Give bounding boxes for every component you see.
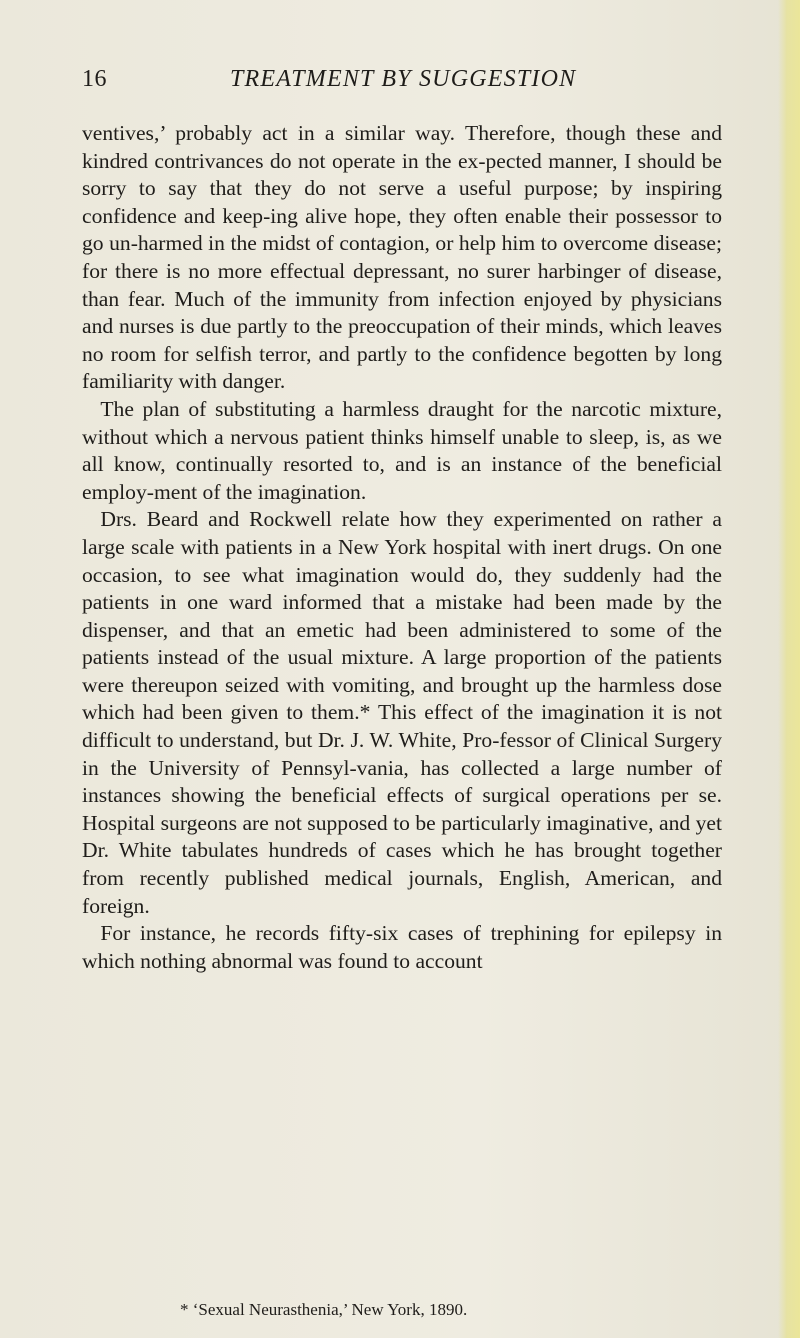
paragraph-2: The plan of substituting a harmless draught for the narcotic mixture, without which a nervous patient thinks himself unable to sleep, is, as we all know, continually resorted to, and is an instance of the beneficial employ-ment of the imagination. xyxy=(82,396,722,504)
paragraph-1: ventives,’ probably act in a similar way. Therefore, though these and kindred contrivances do not operate in the ex-pected manner, I should be sorry to say that they do not serve a useful purpose; by inspiring confidence and keep-ing alive hope, they often enable their possessor to go un-harmed in the midst of contagion, or help him to overcome disease; for there is no more effectual depressant, no surer harbinger of disease, than fear. Much of the immunity from infection enjoyed by physicians and nurses is due partly to the preoccupation of their minds, which leaves no room for selfish terror, and partly to the confidence begotten by long familiarity with danger. xyxy=(82,121,722,394)
footnote: * ‘Sexual Neurasthenia,’ New York, 1890. xyxy=(180,1300,468,1319)
body-text xyxy=(82,120,722,975)
paragraph-3: Drs. Beard and Rockwell relate how they experimented on rather a large scale with patients in a New York hospital with inert drugs. On one occasion, to see what imagination would do, they suddenly had the patients in one ward informed that a mistake had been made by the dispenser, and that an emetic had been administered to some of the patients instead of the usual mixture. A large proportion of the patients were thereupon seized with vomiting, and brought up the harmless dose which had been given to them.* This effect of the imagination it is not difficult to understand, but Dr. J. W. White, Pro-fessor of Clinical Surgery in the University of Pennsyl-vania, has collected a large number of instances showing the beneficial effects of surgical operations per se. Hospital surgeons are not supposed to be particularly imaginative, and yet Dr. White tabulates hundreds of cases which he has brought together from recently published medical journals, English, American, and foreign. xyxy=(82,507,722,918)
page-number: 16 xyxy=(82,66,107,92)
paragraph-4: For instance, he records fifty-six cases of trephining for epilepsy in which nothing abnormal was found to account xyxy=(82,921,722,973)
running-title: TREATMENT BY SUGGESTION xyxy=(230,66,577,92)
page-edge xyxy=(778,0,800,1338)
page-header xyxy=(82,66,722,96)
